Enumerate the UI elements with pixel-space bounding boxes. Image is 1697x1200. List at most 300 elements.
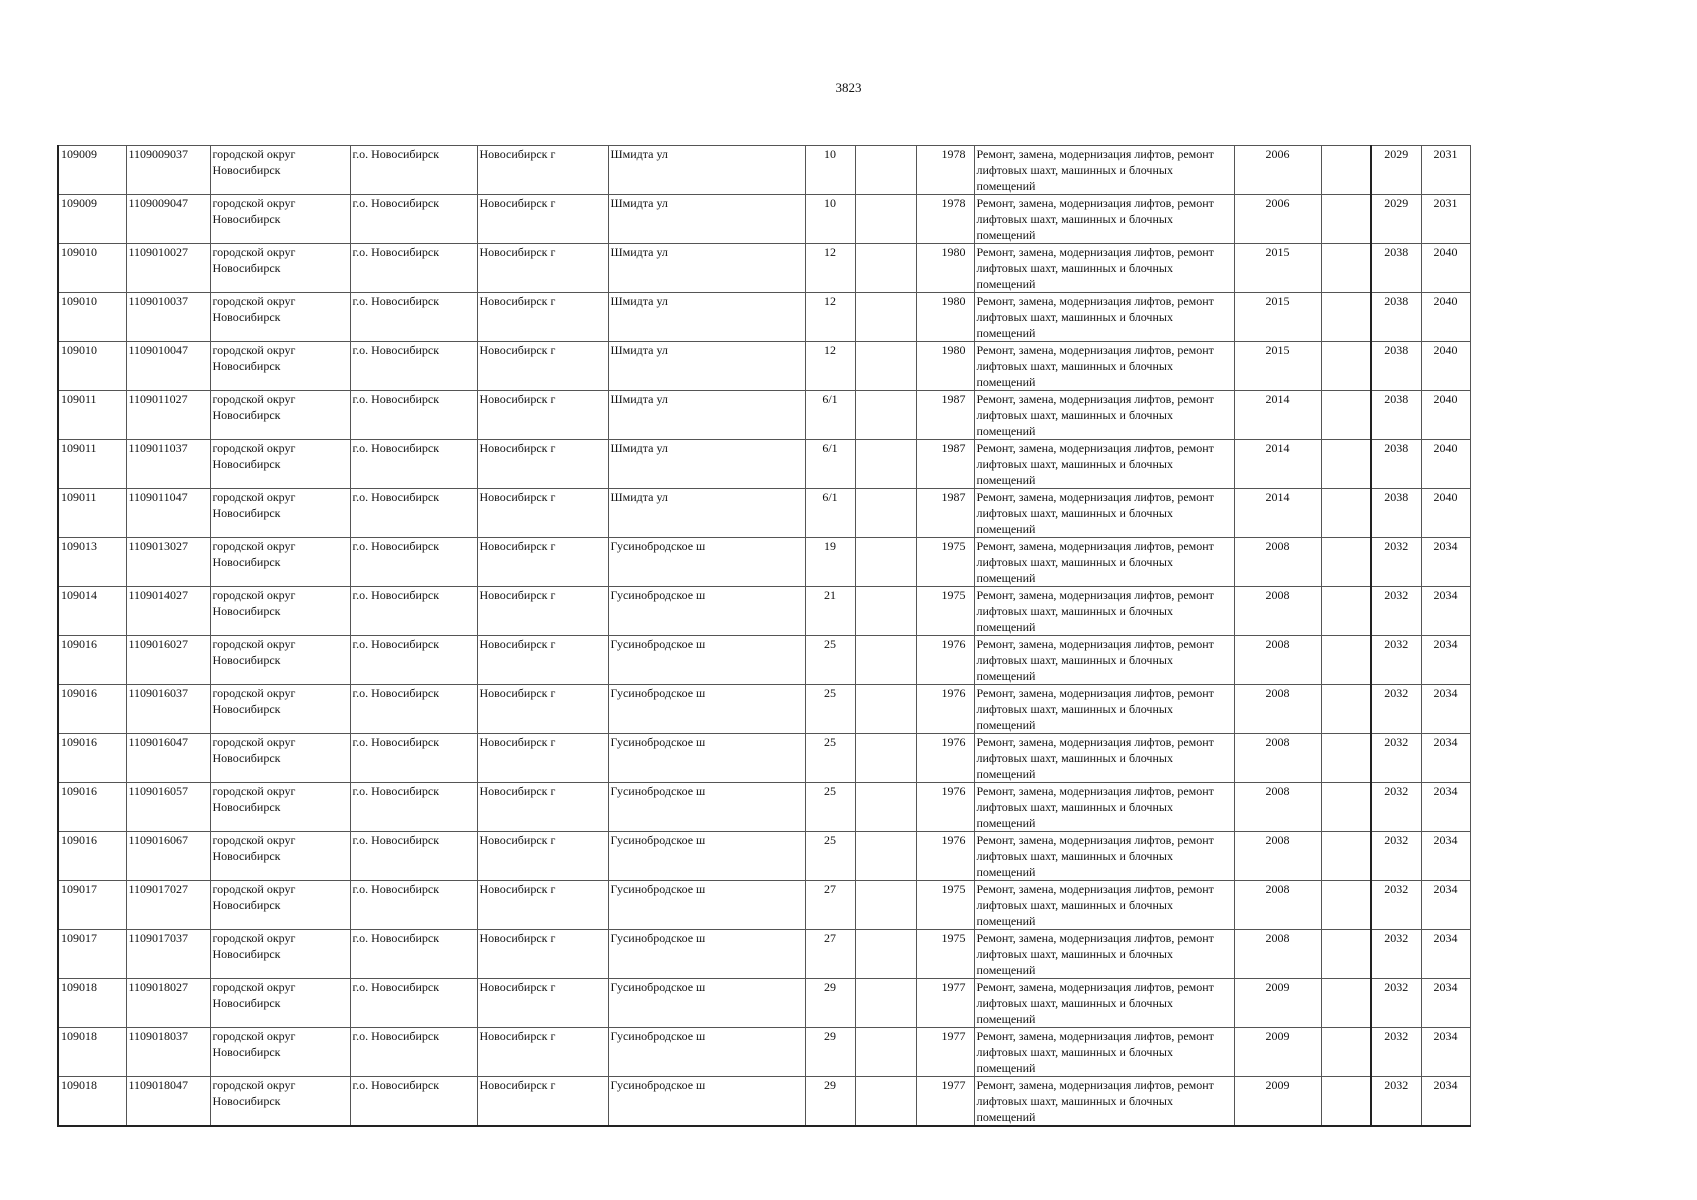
cell-end-year: 2031 — [1421, 146, 1470, 195]
table-row — [58, 195, 1470, 244]
cell-street: Гусинобродское ш — [608, 636, 805, 685]
cell-blank — [1321, 538, 1371, 587]
cell-end-year: 2034 — [1421, 685, 1470, 734]
cell-municipality: г.о. Новосибирск — [350, 195, 477, 244]
table-row — [58, 832, 1470, 881]
cell-city: Новосибирск г — [477, 293, 608, 342]
cell-end-year: 2034 — [1421, 1077, 1470, 1127]
cell-start-year: 2032 — [1371, 930, 1421, 979]
table-row — [58, 930, 1470, 979]
cell-extra — [855, 440, 916, 489]
cell-district: городской округ Новосибирск — [210, 538, 350, 587]
cell-last-repair-year: 2008 — [1234, 783, 1321, 832]
cell-built-year: 1987 — [916, 489, 974, 538]
cell-last-repair-year: 2015 — [1234, 244, 1321, 293]
cell-last-repair-year: 2008 — [1234, 636, 1321, 685]
cell-district: городской округ Новосибирск — [210, 342, 350, 391]
cell-built-year: 1975 — [916, 930, 974, 979]
cell-start-year: 2032 — [1371, 538, 1421, 587]
cell-blank — [1321, 734, 1371, 783]
cell-extra — [855, 734, 916, 783]
cell-extra — [855, 930, 916, 979]
cell-id: 109016 — [58, 783, 126, 832]
cell-district: городской округ Новосибирск — [210, 146, 350, 195]
cell-city: Новосибирск г — [477, 195, 608, 244]
table-row — [58, 489, 1470, 538]
cell-work-type: Ремонт, замена, модернизация лифтов, ремонт лифтовых шахт, машинных и блочных помещений — [974, 489, 1234, 538]
cell-end-year: 2034 — [1421, 930, 1470, 979]
cell-work-type: Ремонт, замена, модернизация лифтов, ремонт лифтовых шахт, машинных и блочных помещений — [974, 930, 1234, 979]
cell-code: 1109018027 — [126, 979, 210, 1028]
cell-last-repair-year: 2008 — [1234, 587, 1321, 636]
cell-last-repair-year: 2008 — [1234, 881, 1321, 930]
cell-house: 25 — [805, 734, 855, 783]
cell-built-year: 1976 — [916, 636, 974, 685]
cell-house: 27 — [805, 881, 855, 930]
cell-municipality: г.о. Новосибирск — [350, 146, 477, 195]
cell-end-year: 2034 — [1421, 636, 1470, 685]
cell-street: Гусинобродское ш — [608, 979, 805, 1028]
cell-start-year: 2032 — [1371, 587, 1421, 636]
cell-start-year: 2032 — [1371, 1077, 1421, 1127]
cell-extra — [855, 342, 916, 391]
cell-district: городской округ Новосибирск — [210, 1028, 350, 1077]
cell-built-year: 1980 — [916, 244, 974, 293]
cell-municipality: г.о. Новосибирск — [350, 391, 477, 440]
cell-end-year: 2034 — [1421, 1028, 1470, 1077]
cell-municipality: г.о. Новосибирск — [350, 832, 477, 881]
cell-start-year: 2038 — [1371, 244, 1421, 293]
cell-end-year: 2034 — [1421, 783, 1470, 832]
cell-city: Новосибирск г — [477, 881, 608, 930]
cell-code: 1109011047 — [126, 489, 210, 538]
cell-code: 1109011027 — [126, 391, 210, 440]
cell-end-year: 2040 — [1421, 489, 1470, 538]
cell-end-year: 2034 — [1421, 587, 1470, 636]
cell-end-year: 2031 — [1421, 195, 1470, 244]
cell-district: городской округ Новосибирск — [210, 930, 350, 979]
cell-id: 109011 — [58, 489, 126, 538]
cell-start-year: 2038 — [1371, 391, 1421, 440]
cell-blank — [1321, 636, 1371, 685]
cell-blank — [1321, 146, 1371, 195]
cell-work-type: Ремонт, замена, модернизация лифтов, ремонт лифтовых шахт, машинных и блочных помещений — [974, 881, 1234, 930]
cell-street: Шмидта ул — [608, 244, 805, 293]
cell-work-type: Ремонт, замена, модернизация лифтов, ремонт лифтовых шахт, машинных и блочных помещений — [974, 244, 1234, 293]
cell-district: городской округ Новосибирск — [210, 881, 350, 930]
cell-district: городской округ Новосибирск — [210, 636, 350, 685]
cell-extra — [855, 489, 916, 538]
cell-built-year: 1976 — [916, 783, 974, 832]
cell-street: Шмидта ул — [608, 342, 805, 391]
cell-street: Шмидта ул — [608, 293, 805, 342]
cell-id: 109009 — [58, 195, 126, 244]
cell-house: 29 — [805, 1028, 855, 1077]
table-row — [58, 734, 1470, 783]
cell-house: 6/1 — [805, 391, 855, 440]
cell-city: Новосибирск г — [477, 538, 608, 587]
cell-house: 21 — [805, 587, 855, 636]
cell-last-repair-year: 2014 — [1234, 391, 1321, 440]
cell-id: 109011 — [58, 391, 126, 440]
cell-blank — [1321, 587, 1371, 636]
cell-built-year: 1977 — [916, 1077, 974, 1127]
cell-district: городской округ Новосибирск — [210, 685, 350, 734]
cell-id: 109010 — [58, 293, 126, 342]
cell-end-year: 2040 — [1421, 293, 1470, 342]
cell-last-repair-year: 2008 — [1234, 930, 1321, 979]
cell-work-type: Ремонт, замена, модернизация лифтов, ремонт лифтовых шахт, машинных и блочных помещений — [974, 1028, 1234, 1077]
cell-city: Новосибирск г — [477, 342, 608, 391]
cell-last-repair-year: 2008 — [1234, 538, 1321, 587]
cell-start-year: 2032 — [1371, 734, 1421, 783]
cell-built-year: 1975 — [916, 538, 974, 587]
cell-municipality: г.о. Новосибирск — [350, 244, 477, 293]
table-row — [58, 1077, 1470, 1127]
table-row — [58, 440, 1470, 489]
cell-house: 29 — [805, 979, 855, 1028]
table-row — [58, 342, 1470, 391]
cell-work-type: Ремонт, замена, модернизация лифтов, ремонт лифтовых шахт, машинных и блочных помещений — [974, 391, 1234, 440]
cell-id: 109016 — [58, 734, 126, 783]
cell-last-repair-year: 2006 — [1234, 146, 1321, 195]
cell-house: 6/1 — [805, 489, 855, 538]
cell-city: Новосибирск г — [477, 391, 608, 440]
cell-district: городской округ Новосибирск — [210, 489, 350, 538]
cell-blank — [1321, 489, 1371, 538]
cell-municipality: г.о. Новосибирск — [350, 783, 477, 832]
cell-blank — [1321, 391, 1371, 440]
cell-start-year: 2029 — [1371, 146, 1421, 195]
cell-work-type: Ремонт, замена, модернизация лифтов, ремонт лифтовых шахт, машинных и блочных помещений — [974, 440, 1234, 489]
cell-start-year: 2032 — [1371, 783, 1421, 832]
cell-house: 25 — [805, 685, 855, 734]
cell-last-repair-year: 2009 — [1234, 1077, 1321, 1127]
cell-street: Гусинобродское ш — [608, 587, 805, 636]
table-body — [58, 146, 1470, 1127]
cell-end-year: 2040 — [1421, 342, 1470, 391]
cell-district: городской округ Новосибирск — [210, 195, 350, 244]
cell-municipality: г.о. Новосибирск — [350, 489, 477, 538]
cell-blank — [1321, 1077, 1371, 1127]
cell-extra — [855, 685, 916, 734]
cell-work-type: Ремонт, замена, модернизация лифтов, ремонт лифтовых шахт, машинных и блочных помещений — [974, 979, 1234, 1028]
cell-extra — [855, 244, 916, 293]
cell-start-year: 2032 — [1371, 979, 1421, 1028]
cell-id: 109018 — [58, 1077, 126, 1127]
cell-city: Новосибирск г — [477, 685, 608, 734]
cell-city: Новосибирск г — [477, 489, 608, 538]
cell-last-repair-year: 2009 — [1234, 1028, 1321, 1077]
cell-built-year: 1975 — [916, 587, 974, 636]
cell-work-type: Ремонт, замена, модернизация лифтов, ремонт лифтовых шахт, машинных и блочных помещений — [974, 734, 1234, 783]
cell-street: Гусинобродское ш — [608, 1077, 805, 1127]
cell-district: городской округ Новосибирск — [210, 391, 350, 440]
cell-built-year: 1987 — [916, 391, 974, 440]
cell-built-year: 1977 — [916, 979, 974, 1028]
cell-last-repair-year: 2014 — [1234, 489, 1321, 538]
cell-district: городской округ Новосибирск — [210, 293, 350, 342]
cell-end-year: 2034 — [1421, 734, 1470, 783]
cell-start-year: 2038 — [1371, 489, 1421, 538]
cell-city: Новосибирск г — [477, 832, 608, 881]
cell-extra — [855, 881, 916, 930]
cell-built-year: 1987 — [916, 440, 974, 489]
cell-municipality: г.о. Новосибирск — [350, 734, 477, 783]
cell-street: Шмидта ул — [608, 489, 805, 538]
cell-start-year: 2038 — [1371, 342, 1421, 391]
cell-work-type: Ремонт, замена, модернизация лифтов, ремонт лифтовых шахт, машинных и блочных помещений — [974, 587, 1234, 636]
table-row — [58, 685, 1470, 734]
cell-id: 109009 — [58, 146, 126, 195]
cell-id: 109017 — [58, 881, 126, 930]
cell-street: Шмидта ул — [608, 440, 805, 489]
cell-start-year: 2038 — [1371, 293, 1421, 342]
cell-city: Новосибирск г — [477, 979, 608, 1028]
cell-code: 1109018037 — [126, 1028, 210, 1077]
cell-id: 109016 — [58, 832, 126, 881]
cell-work-type: Ремонт, замена, модернизация лифтов, ремонт лифтовых шахт, машинных и блочных помещений — [974, 636, 1234, 685]
cell-municipality: г.о. Новосибирск — [350, 1028, 477, 1077]
table-row — [58, 538, 1470, 587]
cell-code: 1109009037 — [126, 146, 210, 195]
cell-extra — [855, 832, 916, 881]
cell-extra — [855, 979, 916, 1028]
cell-last-repair-year: 2006 — [1234, 195, 1321, 244]
cell-extra — [855, 587, 916, 636]
cell-street: Гусинобродское ш — [608, 1028, 805, 1077]
cell-end-year: 2040 — [1421, 391, 1470, 440]
cell-city: Новосибирск г — [477, 146, 608, 195]
cell-built-year: 1980 — [916, 342, 974, 391]
cell-code: 1109010047 — [126, 342, 210, 391]
cell-house: 19 — [805, 538, 855, 587]
cell-id: 109018 — [58, 1028, 126, 1077]
cell-start-year: 2029 — [1371, 195, 1421, 244]
cell-work-type: Ремонт, замена, модернизация лифтов, ремонт лифтовых шахт, машинных и блочных помещений — [974, 783, 1234, 832]
cell-code: 1109013027 — [126, 538, 210, 587]
cell-code: 1109010037 — [126, 293, 210, 342]
cell-work-type: Ремонт, замена, модернизация лифтов, ремонт лифтовых шахт, машинных и блочных помещений — [974, 195, 1234, 244]
cell-city: Новосибирск г — [477, 1028, 608, 1077]
cell-blank — [1321, 1028, 1371, 1077]
cell-district: городской округ Новосибирск — [210, 734, 350, 783]
cell-municipality: г.о. Новосибирск — [350, 440, 477, 489]
cell-house: 27 — [805, 930, 855, 979]
cell-built-year: 1978 — [916, 146, 974, 195]
cell-end-year: 2034 — [1421, 979, 1470, 1028]
cell-district: городской округ Новосибирск — [210, 244, 350, 293]
cell-end-year: 2034 — [1421, 881, 1470, 930]
cell-code: 1109016057 — [126, 783, 210, 832]
cell-extra — [855, 195, 916, 244]
cell-blank — [1321, 244, 1371, 293]
cell-built-year: 1975 — [916, 881, 974, 930]
cell-extra — [855, 636, 916, 685]
table-row — [58, 1028, 1470, 1077]
cell-extra — [855, 146, 916, 195]
cell-blank — [1321, 783, 1371, 832]
cell-municipality: г.о. Новосибирск — [350, 587, 477, 636]
cell-code: 1109016067 — [126, 832, 210, 881]
cell-built-year: 1977 — [916, 1028, 974, 1077]
cell-blank — [1321, 979, 1371, 1028]
cell-municipality: г.о. Новосибирск — [350, 538, 477, 587]
cell-last-repair-year: 2008 — [1234, 685, 1321, 734]
cell-extra — [855, 293, 916, 342]
cell-start-year: 2032 — [1371, 832, 1421, 881]
cell-house: 25 — [805, 783, 855, 832]
cell-code: 1109014027 — [126, 587, 210, 636]
table-row — [58, 979, 1470, 1028]
cell-blank — [1321, 832, 1371, 881]
cell-city: Новосибирск г — [477, 930, 608, 979]
cell-last-repair-year: 2015 — [1234, 342, 1321, 391]
cell-municipality: г.о. Новосибирск — [350, 930, 477, 979]
cell-district: городской округ Новосибирск — [210, 440, 350, 489]
cell-municipality: г.о. Новосибирск — [350, 636, 477, 685]
cell-city: Новосибирск г — [477, 783, 608, 832]
cell-house: 12 — [805, 244, 855, 293]
cell-code: 1109016037 — [126, 685, 210, 734]
cell-district: городской округ Новосибирск — [210, 587, 350, 636]
cell-district: городской округ Новосибирск — [210, 979, 350, 1028]
cell-house: 25 — [805, 832, 855, 881]
repair-schedule-table — [57, 145, 1471, 1127]
page-number: 3823 — [835, 80, 862, 95]
cell-code: 1109016047 — [126, 734, 210, 783]
table-row — [58, 146, 1470, 195]
cell-city: Новосибирск г — [477, 636, 608, 685]
table-row — [58, 636, 1470, 685]
table-row — [58, 244, 1470, 293]
cell-house: 12 — [805, 293, 855, 342]
cell-code: 1109017027 — [126, 881, 210, 930]
cell-id: 109011 — [58, 440, 126, 489]
cell-last-repair-year: 2008 — [1234, 832, 1321, 881]
cell-id: 109017 — [58, 930, 126, 979]
cell-id: 109010 — [58, 342, 126, 391]
cell-work-type: Ремонт, замена, модернизация лифтов, ремонт лифтовых шахт, машинных и блочных помещений — [974, 685, 1234, 734]
cell-street: Гусинобродское ш — [608, 783, 805, 832]
cell-start-year: 2032 — [1371, 1028, 1421, 1077]
cell-street: Шмидта ул — [608, 391, 805, 440]
cell-street: Гусинобродское ш — [608, 734, 805, 783]
cell-street: Гусинобродское ш — [608, 930, 805, 979]
cell-work-type: Ремонт, замена, модернизация лифтов, ремонт лифтовых шахт, машинных и блочных помещений — [974, 146, 1234, 195]
cell-house: 10 — [805, 195, 855, 244]
cell-code: 1109016027 — [126, 636, 210, 685]
cell-id: 109014 — [58, 587, 126, 636]
cell-house: 6/1 — [805, 440, 855, 489]
cell-blank — [1321, 440, 1371, 489]
cell-id: 109010 — [58, 244, 126, 293]
table-row — [58, 587, 1470, 636]
cell-municipality: г.о. Новосибирск — [350, 979, 477, 1028]
cell-house: 29 — [805, 1077, 855, 1127]
cell-end-year: 2040 — [1421, 440, 1470, 489]
cell-street: Шмидта ул — [608, 146, 805, 195]
cell-street: Гусинобродское ш — [608, 538, 805, 587]
cell-extra — [855, 391, 916, 440]
cell-blank — [1321, 685, 1371, 734]
cell-id: 109016 — [58, 636, 126, 685]
cell-city: Новосибирск г — [477, 1077, 608, 1127]
cell-extra — [855, 1028, 916, 1077]
cell-built-year: 1976 — [916, 734, 974, 783]
cell-city: Новосибирск г — [477, 734, 608, 783]
cell-work-type: Ремонт, замена, модернизация лифтов, ремонт лифтовых шахт, машинных и блочных помещений — [974, 293, 1234, 342]
cell-built-year: 1976 — [916, 685, 974, 734]
cell-street: Гусинобродское ш — [608, 881, 805, 930]
cell-municipality: г.о. Новосибирск — [350, 1077, 477, 1127]
cell-code: 1109009047 — [126, 195, 210, 244]
cell-built-year: 1976 — [916, 832, 974, 881]
cell-street: Шмидта ул — [608, 195, 805, 244]
cell-start-year: 2038 — [1371, 440, 1421, 489]
cell-blank — [1321, 930, 1371, 979]
cell-extra — [855, 783, 916, 832]
cell-house: 10 — [805, 146, 855, 195]
cell-last-repair-year: 2015 — [1234, 293, 1321, 342]
cell-blank — [1321, 881, 1371, 930]
cell-end-year: 2034 — [1421, 832, 1470, 881]
cell-last-repair-year: 2008 — [1234, 734, 1321, 783]
cell-district: городской округ Новосибирск — [210, 783, 350, 832]
cell-last-repair-year: 2014 — [1234, 440, 1321, 489]
cell-extra — [855, 1077, 916, 1127]
cell-id: 109018 — [58, 979, 126, 1028]
cell-blank — [1321, 293, 1371, 342]
cell-district: городской округ Новосибирск — [210, 832, 350, 881]
cell-street: Гусинобродское ш — [608, 832, 805, 881]
cell-start-year: 2032 — [1371, 685, 1421, 734]
cell-code: 1109017037 — [126, 930, 210, 979]
cell-city: Новосибирск г — [477, 440, 608, 489]
cell-start-year: 2032 — [1371, 881, 1421, 930]
table-row — [58, 783, 1470, 832]
table-row — [58, 293, 1470, 342]
cell-municipality: г.о. Новосибирск — [350, 881, 477, 930]
cell-built-year: 1980 — [916, 293, 974, 342]
cell-municipality: г.о. Новосибирск — [350, 293, 477, 342]
cell-code: 1109010027 — [126, 244, 210, 293]
cell-municipality: г.о. Новосибирск — [350, 342, 477, 391]
cell-id: 109013 — [58, 538, 126, 587]
cell-last-repair-year: 2009 — [1234, 979, 1321, 1028]
cell-code: 1109011037 — [126, 440, 210, 489]
cell-end-year: 2040 — [1421, 244, 1470, 293]
cell-city: Новосибирск г — [477, 244, 608, 293]
cell-extra — [855, 538, 916, 587]
table-row — [58, 881, 1470, 930]
cell-work-type: Ремонт, замена, модернизация лифтов, ремонт лифтовых шахт, машинных и блочных помещений — [974, 832, 1234, 881]
cell-id: 109016 — [58, 685, 126, 734]
cell-district: городской округ Новосибирск — [210, 1077, 350, 1127]
cell-house: 12 — [805, 342, 855, 391]
cell-municipality: г.о. Новосибирск — [350, 685, 477, 734]
cell-city: Новосибирск г — [477, 587, 608, 636]
cell-work-type: Ремонт, замена, модернизация лифтов, ремонт лифтовых шахт, машинных и блочных помещений — [974, 538, 1234, 587]
cell-house: 25 — [805, 636, 855, 685]
cell-start-year: 2032 — [1371, 636, 1421, 685]
table-row — [58, 391, 1470, 440]
cell-blank — [1321, 342, 1371, 391]
cell-street: Гусинобродское ш — [608, 685, 805, 734]
cell-end-year: 2034 — [1421, 538, 1470, 587]
cell-blank — [1321, 195, 1371, 244]
cell-code: 1109018047 — [126, 1077, 210, 1127]
